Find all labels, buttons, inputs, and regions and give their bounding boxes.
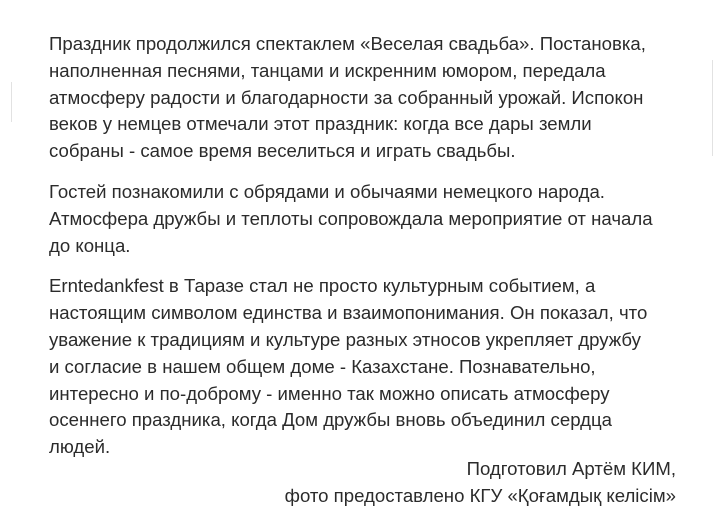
paragraph-line: людей. bbox=[49, 436, 111, 458]
paragraph-line: настоящим символом единства и взаимопонимания. Он показал, что bbox=[49, 302, 648, 324]
paragraph-line: наполненная песнями, танцами и искренним юмором, передала bbox=[49, 59, 606, 81]
paragraph-line: до конца. bbox=[49, 234, 131, 256]
paragraph-line: атмосферу радости и благодарности за собранный урожай. Испокон bbox=[49, 86, 644, 108]
article-body bbox=[49, 31, 689, 461]
paragraph-3 bbox=[49, 273, 689, 461]
paragraph-line: Erntedankfest в Таразе стал не просто культурным событием, а bbox=[49, 275, 596, 297]
paragraph-line: уважение к традициям и культуре разных этносов укрепляет дружбу bbox=[49, 328, 641, 350]
paragraph-line: веков у немцев отмечали этот праздник: когда все дары земли bbox=[49, 113, 592, 135]
right-edge-divider bbox=[712, 60, 713, 156]
paragraph-line: Праздник продолжился спектаклем «Веселая свадьба». Постановка, bbox=[49, 33, 646, 54]
paragraph-2 bbox=[49, 179, 689, 259]
paragraph-1 bbox=[49, 31, 689, 165]
paragraph-line: Атмосфера дружбы и теплоты сопровождала мероприятие от начала bbox=[49, 207, 653, 229]
left-edge-divider bbox=[11, 82, 12, 122]
paragraph-line: интересно и по-доброму - именно так можно описать атмосферу bbox=[49, 382, 610, 404]
paragraph-line: собраны - самое время веселиться и играть свадьбы. bbox=[49, 140, 516, 162]
paragraph-line: Гостей познакомили с обрядами и обычаями немецкого народа. bbox=[49, 180, 605, 202]
article-credits bbox=[285, 456, 676, 509]
author-credit: Подготовил Артём КИМ, bbox=[466, 458, 676, 479]
paragraph-line: осеннего праздника, когда Дом дружбы вновь объединил сердца bbox=[49, 409, 612, 431]
photo-credit: фото предоставлено КГУ «Қоғамдық келісім» bbox=[284, 484, 676, 506]
paragraph-line: и согласие в нашем общем доме - Казахстане. Познавательно, bbox=[49, 355, 596, 377]
